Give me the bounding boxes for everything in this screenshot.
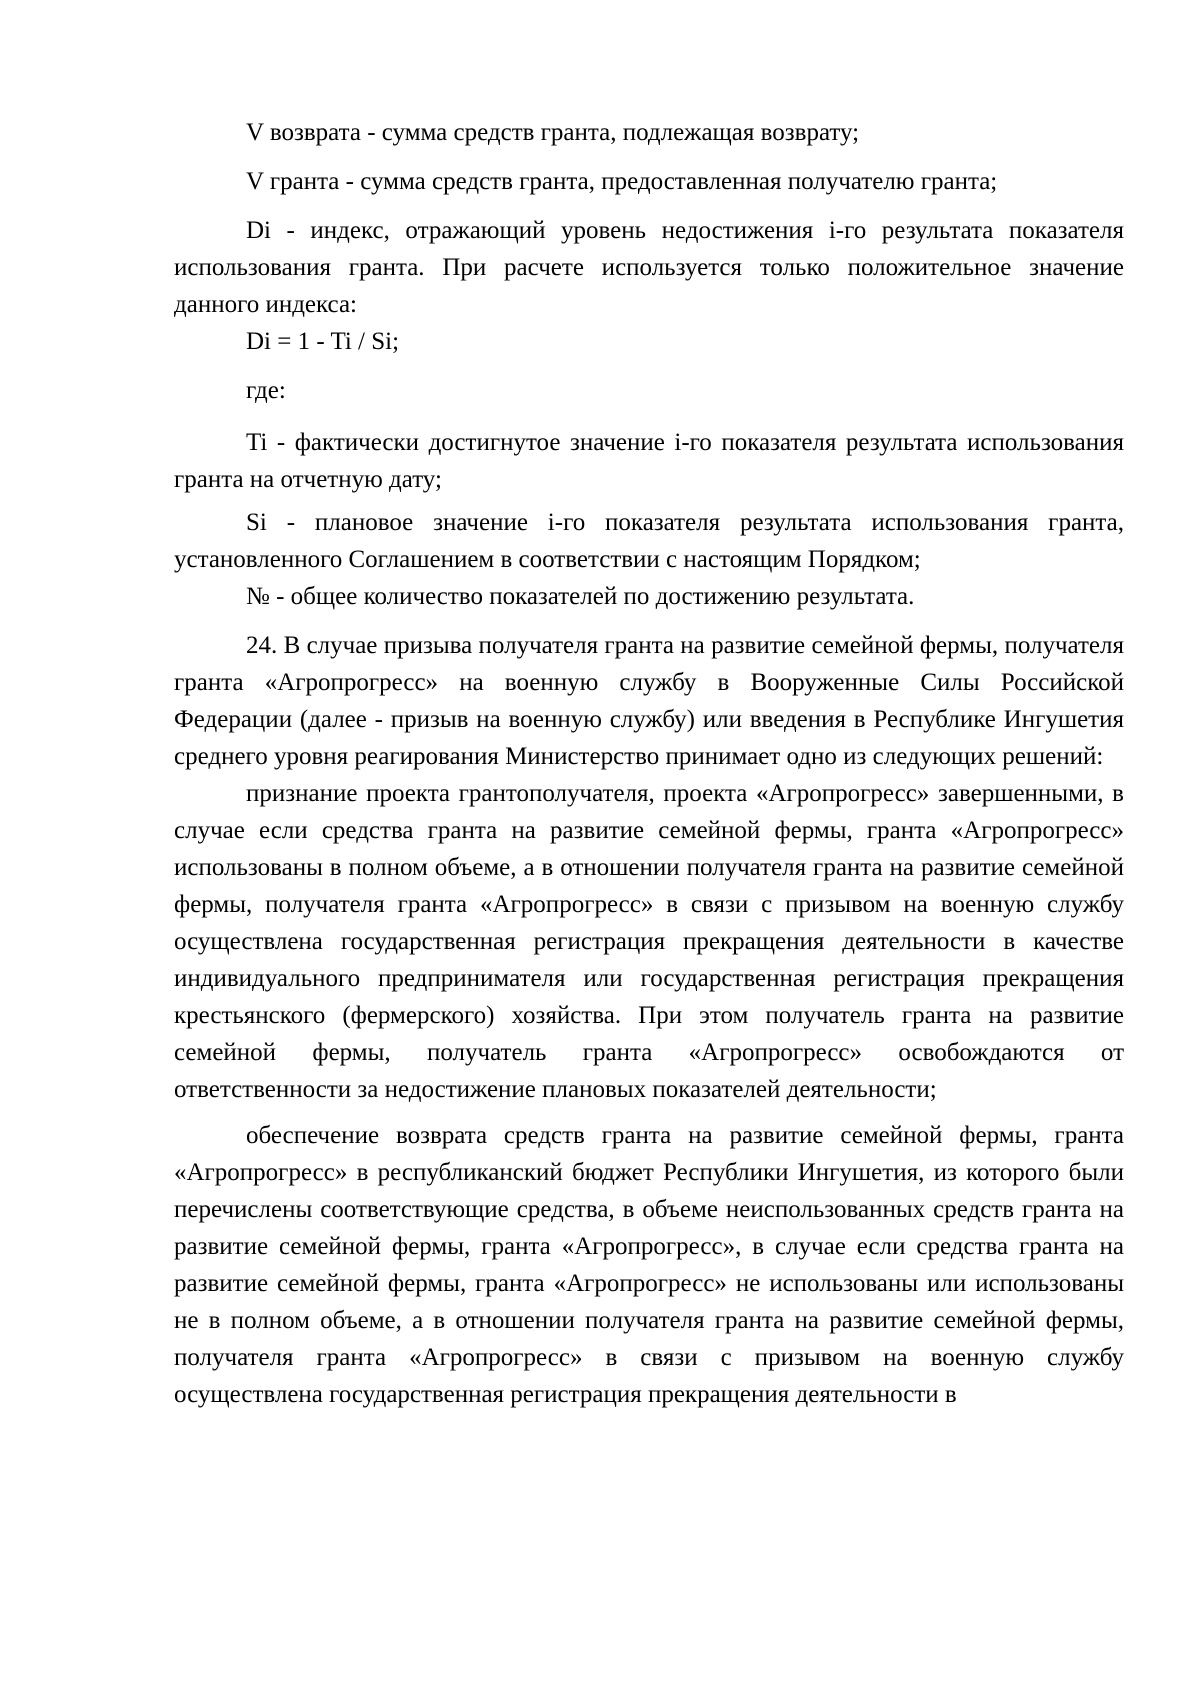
- paragraph-v-grant-definition: V гранта - сумма средств гранта, предоставленная получателю гранта;: [246, 168, 998, 195]
- paragraph-di-formula: Di = 1 - Ti / Si;: [246, 328, 400, 355]
- paragraph-decision-return: обеспечение возврата средств гранта на развитие семейной фермы, гранта «Агропрогресс» в республиканский бюджет Республики Ингушетия, из которого были перечислены соответствующие средства, в объеме неиспользованных средств гранта на развитие семейной фермы, гранта «Агропрогресс», в случае если средства гранта на развитие семейной фермы, гранта «Агропрогресс» не использованы или использованы не в полном объеме, а в отношении получателя гранта на развитие семейной фермы, получателя гранта «Агропрогресс» в связи с призывом на военную службу осуществлена государственная регистрация прекращения деятельности в: [174, 1122, 1124, 1408]
- paragraph-di-definition: Di - индекс, отражающий уровень недостижения i-го результата показателя использования гранта. При расчете используется только положительное значение данного индекса:: [174, 217, 1124, 318]
- document-body: [174, 114, 1124, 1413]
- paragraph-si-definition: Si - плановое значение i-го показателя результата использования гранта, установленного Соглашением в соответствии с настоящим Порядком;: [174, 509, 1124, 573]
- paragraph-where: где:: [246, 377, 286, 404]
- paragraph-ti-definition: Ti - фактически достигнутое значение i-го показателя результата использования гранта на отчетную дату;: [174, 429, 1124, 493]
- paragraph-item-24: 24. В случае призыва получателя гранта на развитие семейной фермы, получателя гранта «Агропрогресс» на военную службу в Вооруженные Силы Российской Федерации (далее - призыв на военную службу) или введения в Республике Ингушетия среднего уровня реагирования Министерство принимает одно из следующих решений:: [174, 632, 1124, 770]
- paragraph-v-return-definition: V возврата - сумма средств гранта, подлежащая возврату;: [246, 119, 860, 146]
- paragraph-decision-recognition: признание проекта грантополучателя, проекта «Агропрогресс» завершенными, в случае если средства гранта на развитие семейной фермы, гранта «Агропрогресс» использованы в полном объеме, а в отношении получателя гранта на развитие семейной фермы, получателя гранта «Агропрогресс» в связи с призывом на военную службу осуществлена государственная регистрация прекращения деятельности в качестве индивидуального предпринимателя или государственная регистрация прекращения крестьянского (фермерского) хозяйства. При этом получатель гранта на развитие семейной фермы, получатель гранта «Агропрогресс» освобождаются от ответственности за недостижение плановых показателей деятельности;: [174, 780, 1124, 1103]
- paragraph-count-definition: № - общее количество показателей по достижению результата.: [246, 583, 915, 610]
